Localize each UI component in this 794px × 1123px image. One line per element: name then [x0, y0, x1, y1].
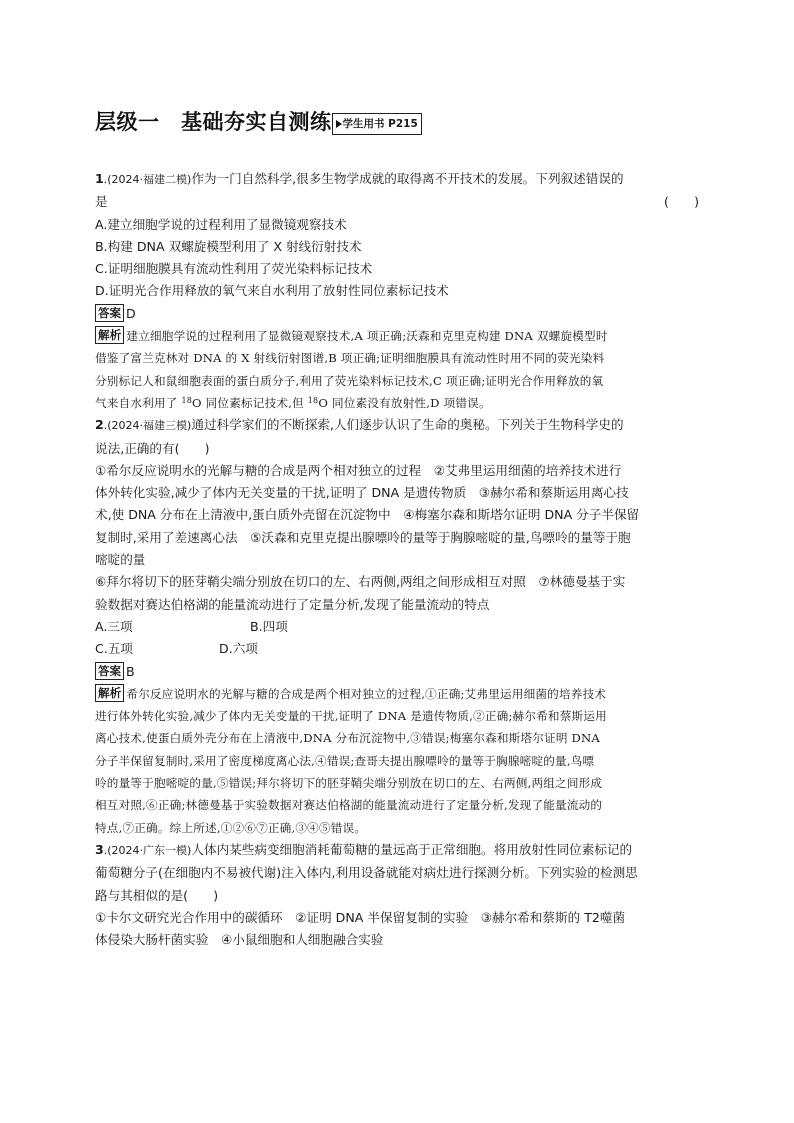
- question-stem: 葡萄糖分子(在细胞内不易被代谢)注入体内,利用设备就能对病灶进行探测分析。下列实验的检测思: [95, 865, 638, 881]
- question-stem: [95, 191, 701, 213]
- student-book-page-label: 学生用书 P215: [342, 118, 418, 130]
- statement-line: 术,使 DNA 分布在上清液中,蛋白质外壳留在沉淀物中 ④梅塞尔森和斯塔尔证明 DNA 分子半保留: [95, 507, 640, 523]
- answer-row: [95, 303, 701, 325]
- question-stem: [95, 839, 701, 862]
- option-d: D.六项: [219, 641, 258, 657]
- explanation-line: 特点,⑦正确。综上所述,①②⑥⑦正确,③④⑤错误。: [95, 820, 367, 835]
- explanation-line: [95, 325, 701, 347]
- explanation-line: 离心技术,使蛋白质外壳分布在上清液中,DNA 分布沉淀物中,③错误;梅塞尔森和斯塔尔证明 DNA: [95, 731, 600, 746]
- question-stem-text: 是: [95, 194, 108, 210]
- student-book-page-tag: [332, 113, 422, 135]
- explanation-line: 借鉴了富兰克林对 DNA 的 X 射线衍射图谱,B 项正确;证明细胞膜具有流动性时用不同的荧光染料: [95, 351, 605, 366]
- section-header: [95, 104, 422, 138]
- option-b: B.四项: [250, 618, 288, 634]
- question-list: [95, 168, 701, 951]
- explanation-tag: 解析: [95, 326, 124, 344]
- question-source: .(2024·福建二模): [103, 173, 192, 186]
- option-b: B.构建 DNA 双螺旋模型利用了 X 射线衍射技术: [95, 238, 362, 254]
- answer-value: D: [126, 305, 136, 321]
- statement-line: 验数据对赛达伯格湖的能量流动进行了定量分析,发现了能量流动的特点: [95, 596, 490, 612]
- statement-line: ⑥拜尔将切下的胚芽鞘尖端分别放在切口的左、右两侧,两组之间形成相互对照 ⑦林德曼基于实: [95, 574, 626, 590]
- answer-bracket: ( ): [663, 194, 699, 210]
- question-1: [95, 168, 701, 414]
- question-3: [95, 839, 701, 951]
- explanation-line: 分子半保留复制时,采用了密度梯度离心法,④错误;查哥夫提出腺嘌呤的量等于胸腺嘧啶的量,鸟嘌: [95, 753, 595, 768]
- explanation-line: 分别标记人和鼠细胞表面的蛋白质分子,利用了荧光染料标记技术,C 项正确;证明光合作用释放的氧: [95, 373, 604, 388]
- statement-line: ①希尔反应说明水的光解与糖的合成是两个相对独立的过程 ②艾弗里运用细菌的培养技术进行: [95, 462, 622, 478]
- option-a: A.建立细胞学说的过程利用了显微镜观察技术: [95, 216, 347, 232]
- statement-line: 体外转化实验,减少了体内无关变量的干扰,证明了 DNA 是遗传物质 ③赫尔希和蔡斯运用离心技: [95, 485, 629, 501]
- superscript: 18: [181, 395, 193, 405]
- option-row: [95, 616, 701, 638]
- question-stem: 说法,正确的有( ): [95, 440, 210, 456]
- statement-line: ①卡尔文研究光合作用中的碳循环 ②证明 DNA 半保留复制的实验 ③赫尔希和蔡斯的 T2噬菌: [95, 909, 626, 925]
- explanation-line: 呤的量等于胞嘧啶的量,⑤错误;拜尔将切下的胚芽鞘尖端分别放在切口的左、右两侧,两组之间形成: [95, 776, 603, 791]
- answer-value: B: [126, 663, 135, 679]
- answer-tag: 答案: [95, 662, 124, 680]
- superscript: 18: [307, 395, 319, 405]
- explanation-text: O 同位素标记技术,但: [192, 395, 308, 410]
- section-title: 层级一 基础夯实自测练: [95, 110, 332, 134]
- question-stem: [95, 168, 701, 191]
- question-2: [95, 414, 701, 839]
- question-stem-text: 人体内某些病变细胞消耗葡萄糖的量远高于正常细胞。将用放射性同位素标记的: [191, 841, 633, 857]
- arrow-right-icon: [336, 120, 342, 128]
- question-source: .(2024·广东一模): [103, 843, 192, 857]
- answer-tag: 答案: [95, 304, 124, 322]
- statement-line: 嘧啶的量: [95, 552, 146, 568]
- option-c: C.五项: [95, 641, 133, 657]
- question-stem: [95, 414, 701, 437]
- explanation-line: [95, 392, 701, 414]
- question-number: 2: [95, 417, 104, 433]
- option-row: [95, 638, 701, 660]
- question-number: 1: [95, 171, 104, 186]
- explanation-text: 希尔反应说明水的光解与糖的合成是两个相对独立的过程,①正确;艾弗里运用细菌的培养技术: [126, 686, 607, 701]
- statement-line: 复制时,采用了差速离心法 ⑤沃森和克里克提出腺嘌呤的量等于胸腺嘧啶的量,鸟嘌呤的量等于胞: [95, 529, 631, 545]
- explanation-line: 进行体外转化实验,减少了体内无关变量的干扰,证明了 DNA 是遗传物质,②正确;赫尔希和蔡斯运用: [95, 709, 607, 724]
- question-source: .(2024·福建三模): [103, 419, 192, 433]
- statement-line: 体侵染大肠杆菌实验 ④小鼠细胞和人细胞融合实验: [95, 932, 384, 948]
- explanation-line: 相互对照,⑥正确;林德曼基于实验数据对赛达伯格湖的能量流动进行了定量分析,发现了能量流动的: [95, 798, 603, 813]
- option-a: A.三项: [95, 618, 133, 634]
- explanation-text: 建立细胞学说的过程利用了显微镜观察技术,A 项正确;沃森和克里克构建 DNA 双螺旋模型时: [126, 329, 608, 344]
- explanation-text: 气来自水利用了: [95, 395, 182, 410]
- question-stem-text: 作为一门自然科学,很多生物学成就的取得离不开技术的发展。下列叙述错误的: [191, 171, 624, 186]
- question-stem: 路与其相似的是( ): [95, 887, 219, 903]
- explanation-line: [95, 683, 701, 705]
- question-stem-text: 通过科学家们的不断探索,人们逐步认识了生命的奥秘。下列关于生物科学史的: [191, 417, 624, 433]
- question-number: 3: [95, 841, 104, 857]
- option-d: D.证明光合作用释放的氧气来自水利用了放射性同位素标记技术: [95, 283, 449, 299]
- answer-row: [95, 661, 701, 683]
- explanation-text: O 同位素没有放射性,D 项错误。: [318, 395, 491, 410]
- option-c: C.证明细胞膜具有流动性利用了荧光染料标记技术: [95, 261, 373, 277]
- explanation-tag: 解析: [95, 684, 124, 702]
